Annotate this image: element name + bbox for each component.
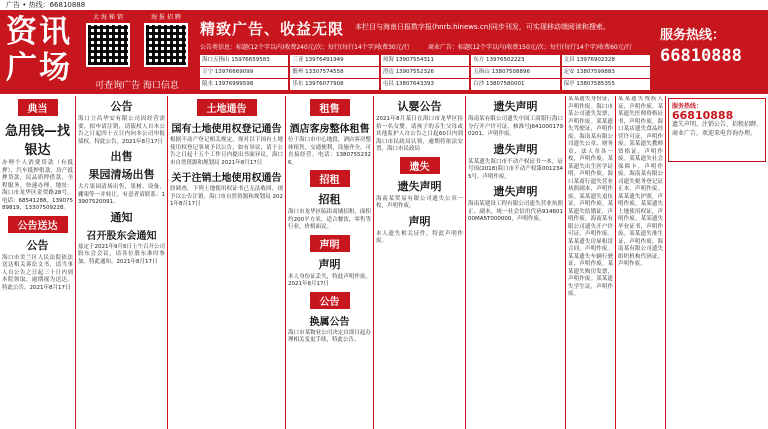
column-4 (286, 96, 374, 429)
section-header: 典当 (18, 99, 58, 116)
contact-cell: 五指山 13807508896 (471, 67, 559, 78)
contact-grid (200, 55, 652, 91)
ad-text: 海南某贸易有限公司遗失公章一枚，声明作废。 (376, 195, 463, 209)
ad-title: 遗失声明 (397, 179, 442, 193)
header-banner (0, 10, 768, 94)
qr-icon (88, 25, 128, 65)
ad-title: 声明 (318, 257, 341, 271)
logo: 资讯广场 (6, 14, 72, 86)
column-8 (616, 96, 666, 429)
contact-cell: 万宁 13976669099 (200, 67, 288, 78)
ad-text: 海南某建设工程有限公司遗失营业执照正、副本，统一社会信用代码91460100MA5T000000，声明作废。 (468, 201, 563, 222)
ad-text: 某某遗失残疾人证，声明作废。某某遗失医师资格证书，声明作废。海口某店遗失食品经营许可证，声明作废。某某遗失教师资格证，声明作废。某某遗失社会保障卡，声明作废。海南某有限公司遗失税务登记证正本，声明作废。某某遗失护照，声明作废。某某遗失土地使用权证，声明作废。某某遗失毕业证书，声明作废。某某遗失准生证，声明作废。海南某有限公司遗失组织机构代码证，声明作废。 (618, 96, 663, 267)
ad-text: 大片果园清场出售，果树、设备、棚架等一并转让，有意者请联系：13907520091。 (78, 184, 165, 205)
service-note: 遗失声明、注销公告、招租招聘、商业广告，欢迎来电咨询办理。 (672, 121, 763, 137)
contact-row (200, 79, 652, 90)
ad-text: 海南某有限公司遗失中国工商银行海口分行开户许可证，核准号J6410001790201，声明作废。 (468, 116, 563, 137)
contact-cell: 儋州 13307574558 (290, 67, 378, 78)
section-header: 公告 (310, 292, 350, 309)
section-header: 遗失 (400, 157, 440, 174)
right-panel (666, 96, 768, 429)
top-bar: 广告 • 热线：66810888 (6, 1, 86, 9)
ad-text: 本人身份证丢失，特此声明作废。2021年8月17日 (288, 273, 371, 287)
ad-title: 遗失声明 (493, 142, 538, 156)
column-7 (566, 96, 616, 429)
section-header: 声明 (310, 235, 350, 252)
ad-text: 海口立昌华安有限公司因经营需要，拟申请注销，请债权人自本公告之日起四十五日内向本公司申报债权。特此公告。2021年8月17日 (78, 116, 165, 145)
ad-text: 海口市美兰区人民法院依法送达相关诉讼文书，请当事人自公告之日起三十日内到本院领取，逾期视为送达。特此公告。2021年8月17日 (2, 254, 73, 291)
ad-title: 公告 (26, 238, 49, 252)
contact-cell: 白沙 13807580001 (471, 79, 559, 90)
contact-cell: 定安 13807599883 (562, 67, 650, 78)
contact-cell: 保亭 13807585355 (562, 79, 650, 90)
ad-text: 经调查，下列土地使用权证书已无法收回，现予以公告注销。海口市自然资源和规划局 2021年8月17日 (170, 186, 283, 207)
ad-title: 遗失声明 (493, 100, 538, 113)
column-6 (466, 96, 566, 429)
column-5 (374, 96, 466, 429)
ad-title: 出售 (110, 150, 133, 163)
qr-icon (146, 25, 186, 65)
service-title: 服务热线： (672, 103, 703, 110)
column-3 (168, 96, 286, 429)
ad-title: 遗失声明 (493, 185, 538, 198)
column-1 (0, 96, 76, 429)
ad-title: 认婴公告 (397, 100, 442, 113)
hotline-number: 66810888 (660, 46, 742, 66)
ad-text: 海口市龙华区临街商铺招租，面积约200平方米，适合餐饮、零售等行业，价格面议。 (288, 209, 371, 230)
ad-text: 本人遗失相关证件，特此声明作废。 (376, 230, 463, 244)
contact-row (200, 55, 652, 66)
section-header: 土地通告 (197, 99, 257, 116)
contact-cell: 乐东 13976077908 (290, 79, 378, 90)
ad-title: 急用钱—找银达 (4, 124, 70, 158)
contact-cell: 屯昌 13807643393 (381, 79, 469, 90)
ad-text: 办理个人消费贷款（有抵押），汽车抵押借款，房产抵押贷款，民品质押借款，全程服务，快速办理。地址：海口市龙华区金贸路28号。电话：68541288，13907589819，13307509228。 (2, 160, 73, 211)
contact-cell: 三亚 13976491949 (290, 55, 378, 66)
contact-cell: 东方 13976502223 (471, 55, 559, 66)
contact-cell: 文昌 13976902328 (562, 55, 650, 66)
ad-text: 兹定于2021年9月6日上午召开公司股东会会议，请各位股东准时参加。特此通知。2021年8月17日 (78, 243, 165, 265)
ad-title: 关于注销土地使用权通告 (171, 173, 282, 184)
contact-cell: 陵水 13976999598 (200, 79, 288, 90)
ad-text: 位于海口市中心地段，酒店客房整体租售，交通便利，设施齐全，可直接经营。电话：13807552326。 (288, 137, 371, 166)
column-2 (76, 96, 168, 429)
ad-title: 声明 (408, 214, 431, 228)
qr-code-2: 海 报 招 聘 (140, 14, 192, 67)
ad-title: 换属公告 (309, 316, 350, 328)
ad-text: 海口市某物业公司决定自即日起办理相关变更手续，特此公告。 (288, 329, 371, 343)
ad-title: 通知 (110, 210, 133, 224)
ad-title: 酒店客房整体租售 (289, 124, 370, 135)
section-header: 租售 (310, 99, 350, 116)
price-left: 公告类信息：标题(12个字以内)收费240元/次；每行(每行14个字)收费30元/行 (200, 44, 410, 51)
contact-row (200, 67, 652, 78)
price-right: 商业广告：标题(12个字以内)收费150元/次；每行(每行14个字)收费60元/行 (428, 44, 632, 51)
ad-text: 2021年8月某日在海口市龙华区捡拾一名女婴，请孩子的亲生父母或其他监护人自公告之日起60日内到海口市民政局认领，逾期将依法安置。海口市民政局 (376, 116, 463, 152)
classifieds-area (0, 96, 768, 429)
ad-text: 根据不动产登记相关规定，现对以下国有土地使用权登记事项予以公告，如有异议，请于公告之日起十五个工作日内提出书面异议。海口市自然资源和规划局 2021年8月17日 (170, 137, 283, 166)
service-box (668, 98, 766, 162)
ad-text: 某某遗失海口市不动产权证书一本，证号琼(2018)海口市不动产权第0012345号，声明作废。 (468, 158, 563, 180)
contact-cell: 澄迈 13907552326 (381, 67, 469, 78)
ad-title: 果园清场出售 (88, 168, 155, 181)
ad-title: 招租 (318, 193, 341, 206)
ad-title: 召开股东会通知 (86, 230, 157, 242)
hotline-label: 服务热线： (660, 28, 726, 43)
contact-cell: 海口五指山 15976659583 (200, 55, 288, 66)
slogan-note: 本栏目与海南日报数字报(hnrb.hinews.cn)同步刊发，可实现移动端阅读和搜索。 (355, 23, 610, 31)
slogan: 精致广告、收益无限 (200, 20, 345, 38)
ad-text: 某某遗失身份证，声明作废。海口市某公司遗失发票，声明作废。某某遗失驾驶证，声明作废。海南某有限公司遗失公章、财务章、法人章各一枚，声明作废。某某遗失出生医学证明，声明作废。海口某商行遗失营业执照副本，声明作废。某某遗失退伍证，声明作废。某某遗失结婚证，声明作废。海南某有限公司遗失开户许可证，声明作废。某某遗失房屋租赁合同，声明作废。某某遗失车辆行驶证，声明作废。某某遗失购房发票，声明作废。某某遗失学生证，声明作废。 (568, 96, 613, 297)
ad-title: 公告 (110, 100, 133, 113)
qr-subcaption: 可查询广告 海口信息 (95, 81, 179, 91)
section-header: 招租 (310, 170, 350, 187)
service-number: 66810888 (672, 109, 734, 122)
qr-code-1: 大 海 秘 钥 (82, 14, 134, 67)
ad-title: 国有土地使用权登记通告 (171, 124, 282, 135)
section-header: 公告送达 (8, 216, 68, 233)
contact-cell: 琼海 13907554311 (381, 55, 469, 66)
